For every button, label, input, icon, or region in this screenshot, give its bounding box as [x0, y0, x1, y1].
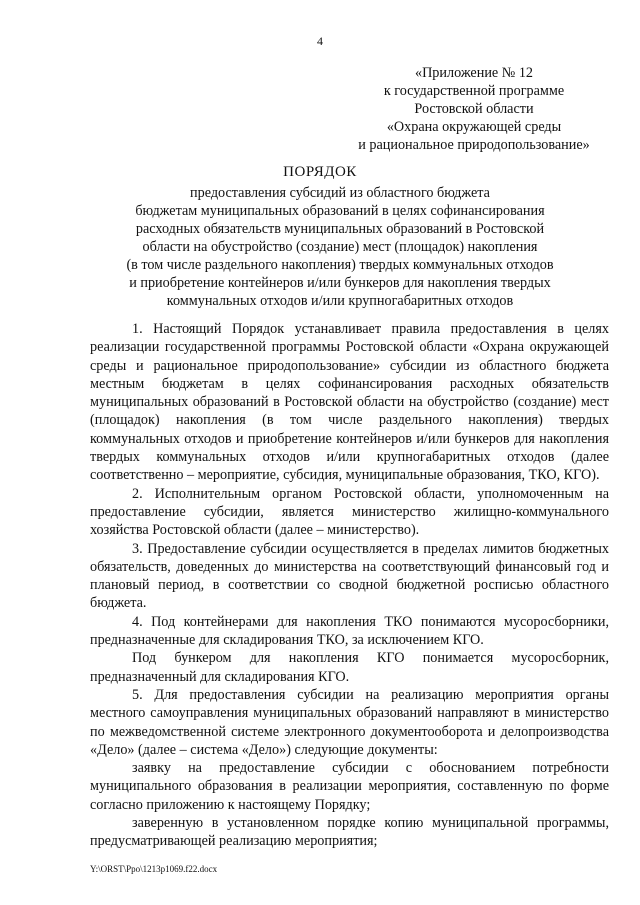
appendix-line: Ростовской области [414, 101, 534, 117]
subtitle-line: области на обустройство (создание) мест (площадок) накопления [142, 239, 538, 255]
document-subtitle [80, 184, 600, 310]
paragraph-2: 2. Исполнительным органом Ростовской области, уполномоченным на предоставление субсидии, является министерство жилищно-коммунального хозяйства Ростовской области (далее – министерство). [90, 485, 609, 539]
document-title: ПОРЯДОК [283, 164, 357, 180]
appendix-line: к государственной программе [383, 83, 565, 99]
document-body [90, 320, 609, 851]
paragraph-4-bunker: Под бункером для накопления КГО понимается мусоросборник, предназначенный для складирования КГО. [90, 650, 609, 685]
appendix-header [344, 64, 604, 154]
subtitle-line: расходных обязательств муниципальных образований в Ростовской [135, 221, 545, 237]
subtitle-line: коммунальных отходов и/или крупногабаритных отходов [166, 293, 514, 309]
subtitle-line: и приобретение контейнеров и/или бункеров для накопления твердых [129, 275, 551, 291]
paragraph-1: 1. Настоящий Порядок устанавливает правила предоставления в целях реализации государственной программы Ростовской области «Охрана окружающей среды и рациональное природопользование» субсидии из областного бюджета местным бюджетам в целях софинансирования расходных обязательств муниципальных образований в Ростовской области на обустройство (создание) мест (площадок) накопления (в том числе раздельного накопления) твердых коммунальных отходов и приобретение контейнеров и/или бункеров для накопления твердых коммунальных отходов и/или крупногабаритных отходов (далее соответственно – мероприятие, субсидия, муниципальные образования, ТКО, КГО). [90, 321, 609, 484]
paragraph-4: 4. Под контейнерами для накопления ТКО понимаются мусоросборники, предназначенные для складирования ТКО, за исключением КГО. [90, 613, 609, 649]
file-path-footer: Y:\ORST\Ppo\1213p1069.f22.docx [90, 864, 218, 874]
appendix-line: и рациональное природопользование» [358, 137, 590, 153]
paragraph-5-program-copy: заверенную в установленном порядке копию муниципальной программы, предусматривающей реализацию мероприятия; [90, 815, 609, 850]
subtitle-line: бюджетам муниципальных образований в целях софинансирования [135, 203, 545, 219]
appendix-line: «Охрана окружающей среды [386, 119, 562, 135]
paragraph-3: 3. Предоставление субсидии осуществляется в пределах лимитов бюджетных обязательств, доведенных до министерства на соответствующий финансовый год и плановый период, в соответствии со сводной бюджетной росписью областного бюджета. [90, 540, 609, 612]
subtitle-line: предоставления субсидий из областного бюджета [190, 185, 490, 201]
subtitle-line: (в том числе раздельного накопления) твердых коммунальных отходов [126, 257, 554, 273]
appendix-line: «Приложение № 12 [414, 65, 534, 81]
paragraph-5: 5. Для предоставления субсидии на реализацию мероприятия органы местного самоуправления муниципальных образований направляют в министерство по межведомственной системе электронного документооборота и делопроизводства «Дело» (далее – система «Дело») следующие документы: [90, 686, 609, 758]
paragraph-5-application: заявку на предоставление субсидии с обоснованием потребности муниципального образования в реализации мероприятия, составленную по форме согласно приложению к настоящему Порядку; [90, 760, 609, 813]
page-number: 4 [317, 34, 323, 48]
